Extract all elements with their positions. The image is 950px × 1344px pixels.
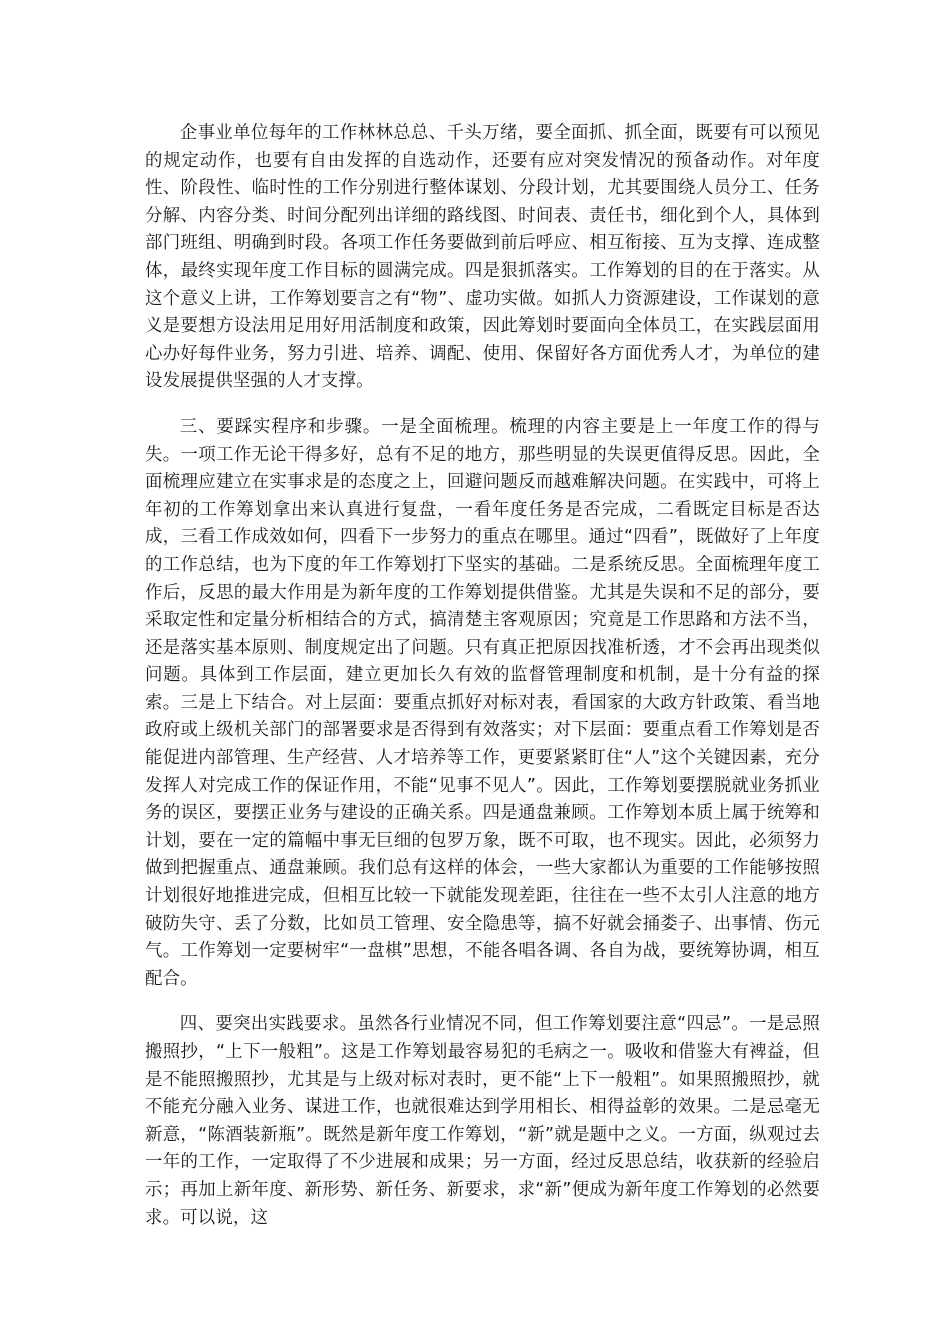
document-page xyxy=(145,120,820,1232)
paragraph-2: 三、要踩实程序和步骤。一是全面梳理。梳理的内容主要是上一年度工作的得与失。一项工作无论干得多好，总有不足的地方，那些明显的失误更值得反思。因此，全面梳理应建立在实事求是的态度之上，回避问题反而越难解决问题。在实践中，可将上年初的工作筹划拿出来认真进行复盘，一看年度任务是否完成，二看既定目标是否达成，三看工作成效如何，四看下一步努力的重点在哪里。通过“四看”，既做好了上年度的工作总结，也为下度的年工作筹划打下坚实的基础。二是系统反思。全面梳理年度工作后，反思的最大作用是为新年度的工作筹划提供借鉴。尤其是失误和不足的部分，要采取定性和定量分析相结合的方式，搞清楚主客观原因；究竟是工作思路和方法不当，还是落实基本原则、制度规定出了问题。只有真正把原因找准析透，才不会再出现类似问题。具体到工作层面，建立更加长久有效的监督管理制度和机制，是十分有益的探索。三是上下结合。对上层面：要重点抓好对标对表，看国家的大政方针政策、看当地政府或上级机关部门的部署要求是否得到有效落实；对下层面：要重点看工作筹划是否能促进内部管理、生产经营、人才培养等工作，更要紧紧盯住“人”这个关键因素，充分发挥人对完成工作的保证作用，不能“见事不见人”。因此，工作筹划要摆脱就业务抓业务的误区，要摆正业务与建设的正确关系。四是通盘兼顾。工作筹划本质上属于统筹和计划，要在一定的篇幅中事无巨细的包罗万象，既不可取，也不现实。因此，必须努力做到把握重点、通盘兼顾。我们总有这样的体会，一些大家都认为重要的工作能够按照计划很好地推进完成，但相互比较一下就能发现差距，往往在一些不太引人注意的地方破防失守、丢了分数，比如员工管理、安全隐患等，搞不好就会捅娄子、出事情、伤元气。工作筹划一定要树牢“一盘棋”思想，不能各唱各调、各自为战，要统筹协调，相互配合。 xyxy=(145,416,820,989)
paragraph-1: 企事业单位每年的工作林林总总、千头万绪，要全面抓、抓全面，既要有可以预见的规定动作，也要有自由发挥的自选动作，还要有应对突发情况的预备动作。对年度性、阶段性、临时性的工作分别进行整体谋划、分段计划，尤其要围绕人员分工、任务分解、内容分类、时间分配列出详细的路线图、时间表、责任书，细化到个人，具体到部门班组、明确到时段。各项工作任务要做到前后呼应、相互衔接、互为支撑、连成整体，最终实现年度工作目标的圆满完成。四是狠抓落实。工作筹划的目的在于落实。从这个意义上讲，工作筹划要言之有“物”、虚功实做。如抓人力资源建设，工作谋划的意义是要想方设法用足用好用活制度和政策，因此筹划时要面向全体员工，在实践层面用心办好每件业务，努力引进、培养、调配、使用、保留好各方面优秀人才，为单位的建设发展提供坚强的人才支撑。 xyxy=(145,123,820,392)
paragraph-3: 四、要突出实践要求。虽然各行业情况不同，但工作筹划要注意“四忌”。一是忌照搬照抄，“上下一般粗”。这是工作筹划最容易犯的毛病之一。吸收和借鉴大有裨益，但是不能照搬照抄，尤其是与上级对标对表时，更不能“上下一般粗”。如果照搬照抄，就不能充分融入业务、谋进工作，也就很难达到学用相长、相得益彰的效果。二是忌毫无新意，“陈酒装新瓶”。既然是新年度工作筹划，“新”就是题中之义。一方面，纵观过去一年的工作，一定取得了不少进展和成果；另一方面，经过反思总结，收获新的经验启示；再加上新年度、新形势、新任务、新要求，求“新”便成为新年度工作筹划的必然要求。可以说，这 xyxy=(145,1014,820,1228)
